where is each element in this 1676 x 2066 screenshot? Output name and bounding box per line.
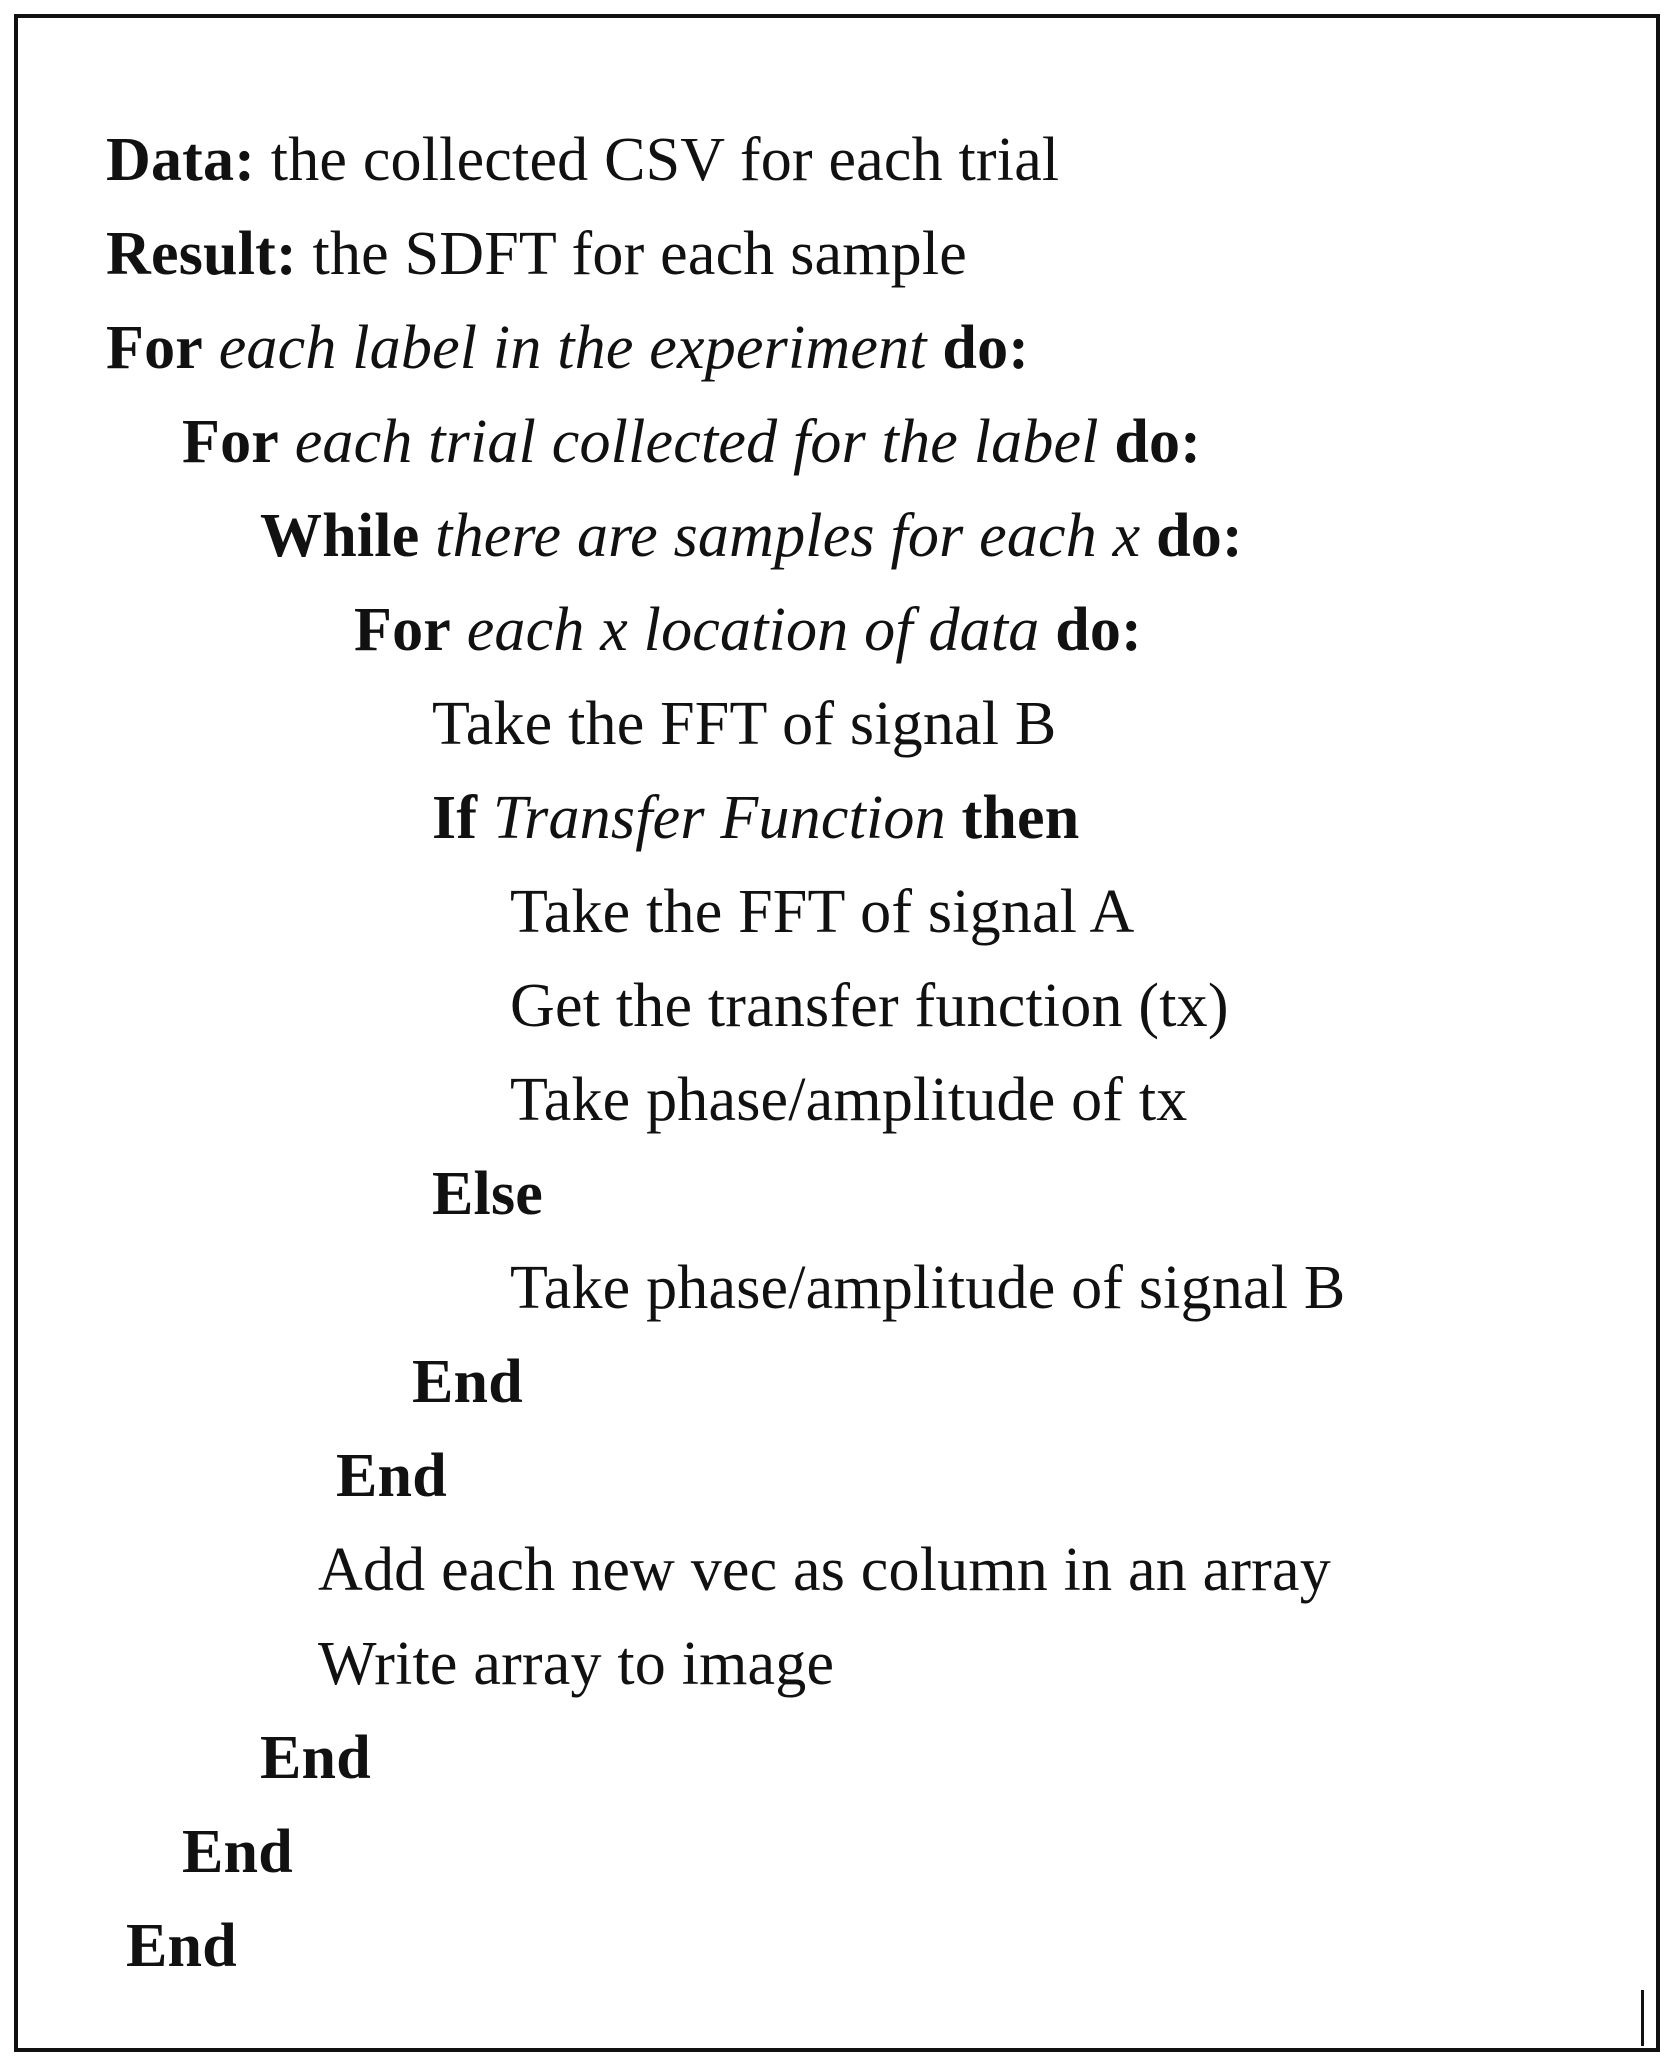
keyword: then	[961, 784, 1080, 852]
algo-line-while	[260, 496, 1243, 576]
algo-line-phase-tx	[510, 1060, 1187, 1140]
algo-line-else	[432, 1154, 543, 1234]
algo-line-for-trial	[182, 402, 1201, 482]
algo-line-phase-b	[510, 1248, 1345, 1328]
keyword: End	[182, 1818, 293, 1886]
algo-line-for-x	[354, 590, 1142, 670]
condition-text: each x location of data	[451, 596, 1056, 664]
algo-line-add-vec	[318, 1530, 1331, 1610]
keyword: do:	[942, 314, 1030, 382]
line-text: Take phase/amplitude of tx	[510, 1066, 1188, 1134]
algo-line-result	[106, 214, 967, 294]
keyword: do:	[1055, 596, 1142, 664]
condition-text: each label in the experiment	[203, 314, 943, 382]
algo-line-end-for-x	[336, 1436, 447, 1516]
keyword: Else	[432, 1160, 544, 1228]
keyword: For	[182, 408, 279, 476]
keyword: For	[354, 596, 451, 664]
algo-line-end-for-trial	[182, 1812, 293, 1892]
algo-line-end-for-label	[126, 1906, 237, 1986]
keyword: End	[412, 1348, 523, 1416]
keyword: do:	[1114, 408, 1202, 476]
line-text: the SDFT for each sample	[296, 220, 968, 288]
algo-line-fft-b	[432, 684, 1056, 764]
line-text: Take phase/amplitude of signal B	[510, 1254, 1346, 1322]
line-text: Write array to image	[318, 1630, 835, 1698]
algo-line-end-while	[260, 1718, 371, 1798]
line-text: Take the FFT of signal A	[510, 878, 1135, 946]
algo-line-fft-a	[510, 872, 1134, 952]
keyword: End	[260, 1724, 371, 1792]
line-text: the collected CSV for each trial	[255, 126, 1060, 194]
algo-line-transfer-function	[510, 966, 1229, 1046]
condition-text: Transfer Function	[477, 784, 962, 852]
condition-text: each trial collected for the label	[279, 408, 1115, 476]
keyword: End	[336, 1442, 447, 1510]
keyword: Result:	[106, 220, 297, 288]
algo-line-data	[106, 120, 1059, 200]
algo-line-write-image	[318, 1624, 834, 1704]
condition-text: there are samples for each x	[419, 502, 1157, 570]
line-text: Get the transfer function (tx)	[510, 972, 1229, 1040]
keyword: do:	[1156, 502, 1243, 570]
algo-line-for-label	[106, 308, 1029, 388]
keyword: For	[106, 314, 203, 382]
algo-line-if	[432, 778, 1079, 858]
keyword: Data:	[106, 126, 256, 194]
keyword: If	[432, 784, 478, 852]
line-text: Add each new vec as column in an array	[318, 1536, 1331, 1604]
algo-line-end-if	[412, 1342, 523, 1422]
line-text: Take the FFT of signal B	[432, 690, 1057, 758]
keyword: While	[260, 502, 420, 570]
keyword: End	[126, 1912, 237, 1980]
